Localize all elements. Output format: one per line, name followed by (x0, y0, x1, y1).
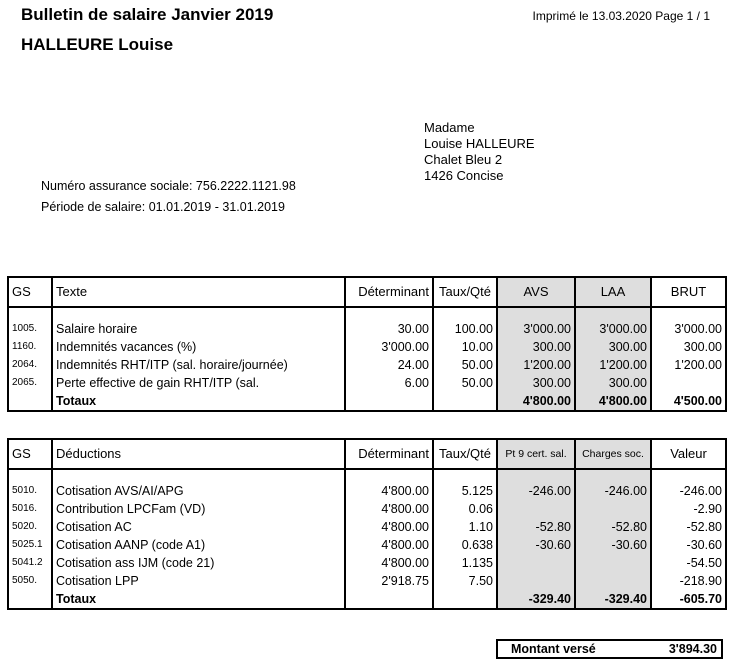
table-row (8, 356, 726, 374)
address-line: Chalet Bleu 2 (424, 152, 503, 167)
cell-determinant: 4'800.00 (345, 500, 433, 518)
cell-charges: -52.80 (575, 518, 651, 536)
header-brut: BRUT (651, 277, 726, 307)
header-value: Valeur (651, 439, 726, 469)
cell-text: Salaire horaire (52, 320, 345, 338)
cell-rate: 1.135 (433, 554, 497, 572)
cell-text: Cotisation LPP (52, 572, 345, 590)
table-row (8, 500, 726, 518)
cell-determinant: 24.00 (345, 356, 433, 374)
cell-gs: 5016. (8, 500, 52, 518)
cell-brut: 300.00 (651, 338, 726, 356)
cell-gs: 5041.2 (8, 554, 52, 572)
salary-period: Période de salaire: 01.01.2019 - 31.01.2019 (41, 200, 285, 214)
cell-pt9 (497, 572, 575, 590)
table-row (8, 518, 726, 536)
header-rate: Taux/Qté (433, 439, 497, 469)
cell-pt9: -52.80 (497, 518, 575, 536)
cell-rate: 50.00 (433, 356, 497, 374)
total-laa: 4'800.00 (575, 392, 651, 411)
cell-rate: 1.10 (433, 518, 497, 536)
header-avs: AVS (497, 277, 575, 307)
cell-gs: 1160. (8, 338, 52, 356)
cell-determinant: 6.00 (345, 374, 433, 392)
cell-text: Cotisation AVS/AI/APG (52, 482, 345, 500)
cell-gs: 1005. (8, 320, 52, 338)
cell-text: Cotisation ass IJM (code 21) (52, 554, 345, 572)
header-text: Texte (52, 277, 345, 307)
header-determinant: Déterminant (345, 277, 433, 307)
cell-laa: 300.00 (575, 338, 651, 356)
header-rate: Taux/Qté (433, 277, 497, 307)
header-deductions: Déductions (52, 439, 345, 469)
table-row (8, 482, 726, 500)
cell-text: Cotisation AANP (code A1) (52, 536, 345, 554)
cell-avs: 300.00 (497, 374, 575, 392)
total-avs: 4'800.00 (497, 392, 575, 411)
deductions-table (7, 438, 727, 610)
document-title: Bulletin de salaire Janvier 2019 (21, 5, 274, 24)
cell-laa: 1'200.00 (575, 356, 651, 374)
cell-value: -52.80 (651, 518, 726, 536)
header-gs: GS (8, 277, 52, 307)
cell-pt9: -30.60 (497, 536, 575, 554)
cell-brut: 1'200.00 (651, 356, 726, 374)
cell-charges: -246.00 (575, 482, 651, 500)
cell-charges: -30.60 (575, 536, 651, 554)
address-line: Louise HALLEURE (424, 136, 535, 151)
total-pt9: -329.40 (497, 590, 575, 609)
table-header-row (8, 439, 726, 469)
cell-avs: 3'000.00 (497, 320, 575, 338)
address-block (424, 120, 535, 184)
net-amount-box (496, 639, 723, 659)
cell-value: -218.90 (651, 572, 726, 590)
cell-text: Contribution LPCFam (VD) (52, 500, 345, 518)
cell-determinant: 4'800.00 (345, 536, 433, 554)
cell-rate: 50.00 (433, 374, 497, 392)
table-row (8, 338, 726, 356)
header-gs: GS (8, 439, 52, 469)
net-amount-value: 3'894.30 (668, 642, 717, 656)
cell-gs: 5020. (8, 518, 52, 536)
cell-brut (651, 374, 726, 392)
cell-gs: 5025.1 (8, 536, 52, 554)
header-social-charges: Charges soc. (575, 439, 651, 469)
total-value: -605.70 (651, 590, 726, 609)
cell-rate: 100.00 (433, 320, 497, 338)
address-line: 1426 Concise (424, 168, 504, 183)
header-laa: LAA (575, 277, 651, 307)
cell-determinant: 2'918.75 (345, 572, 433, 590)
net-amount-label: Montant versé (511, 642, 596, 656)
cell-value: -30.60 (651, 536, 726, 554)
totals-label: Totaux (52, 392, 345, 411)
table-row (8, 374, 726, 392)
cell-rate: 10.00 (433, 338, 497, 356)
totals-row (8, 392, 726, 411)
cell-avs: 1'200.00 (497, 356, 575, 374)
spacer-row (8, 469, 726, 482)
cell-determinant: 4'800.00 (345, 518, 433, 536)
cell-text: Indemnités RHT/ITP (sal. horaire/journée) (52, 356, 345, 374)
header-pt9-cert: Pt 9 cert. sal. (497, 439, 575, 469)
cell-text: Perte effective de gain RHT/ITP (sal. (52, 374, 345, 392)
cell-avs: 300.00 (497, 338, 575, 356)
total-brut: 4'500.00 (651, 392, 726, 411)
cell-gs: 5010. (8, 482, 52, 500)
totals-label: Totaux (52, 590, 345, 609)
cell-charges (575, 554, 651, 572)
employee-name: HALLEURE Louise (21, 35, 174, 54)
header-determinant: Déterminant (345, 439, 433, 469)
gains-table (7, 276, 727, 412)
address-line: Madame (424, 120, 475, 135)
cell-laa: 3'000.00 (575, 320, 651, 338)
cell-rate: 0.06 (433, 500, 497, 518)
cell-pt9 (497, 500, 575, 518)
cell-value: -54.50 (651, 554, 726, 572)
table-row (8, 572, 726, 590)
cell-rate: 5.125 (433, 482, 497, 500)
cell-determinant: 30.00 (345, 320, 433, 338)
cell-rate: 7.50 (433, 572, 497, 590)
cell-determinant: 3'000.00 (345, 338, 433, 356)
cell-text: Indemnités vacances (%) (52, 338, 345, 356)
cell-text: Cotisation AC (52, 518, 345, 536)
cell-gs: 5050. (8, 572, 52, 590)
cell-determinant: 4'800.00 (345, 482, 433, 500)
cell-gs: 2064. (8, 356, 52, 374)
cell-pt9: -246.00 (497, 482, 575, 500)
cell-pt9 (497, 554, 575, 572)
print-info: Imprimé le 13.03.2020 Page 1 / 1 (532, 9, 710, 23)
total-charges: -329.40 (575, 590, 651, 609)
table-row (8, 320, 726, 338)
cell-brut: 3'000.00 (651, 320, 726, 338)
table-header-row (8, 277, 726, 307)
cell-charges (575, 500, 651, 518)
spacer-row (8, 307, 726, 320)
totals-row (8, 590, 726, 609)
cell-gs: 2065. (8, 374, 52, 392)
cell-laa: 300.00 (575, 374, 651, 392)
cell-determinant: 4'800.00 (345, 554, 433, 572)
cell-rate: 0.638 (433, 536, 497, 554)
cell-value: -246.00 (651, 482, 726, 500)
table-row (8, 536, 726, 554)
cell-charges (575, 572, 651, 590)
cell-value: -2.90 (651, 500, 726, 518)
table-row (8, 554, 726, 572)
social-insurance-number: Numéro assurance sociale: 756.2222.1121.98 (41, 179, 296, 193)
